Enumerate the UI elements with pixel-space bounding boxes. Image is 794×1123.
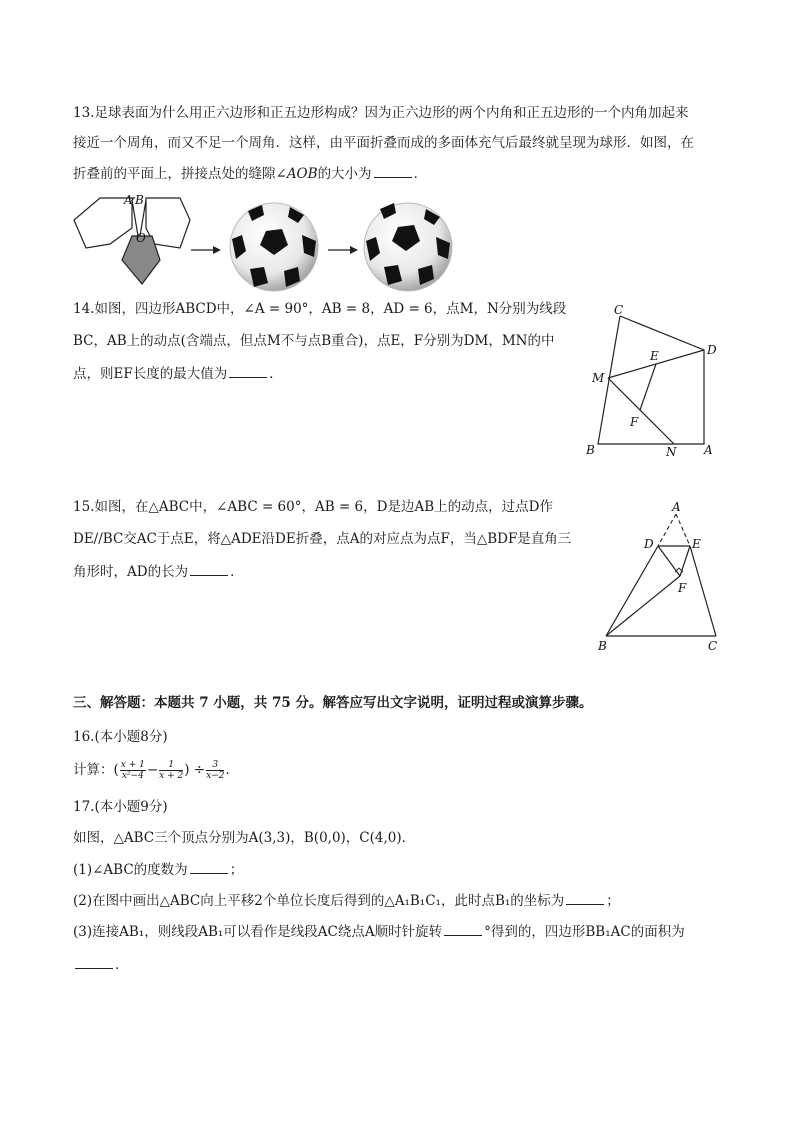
q16-fraction-1: $\frac{x + 1}{\text{x²−4}}$ [120, 760, 145, 781]
q16-calc-prefix: 计算：( [73, 762, 119, 778]
q14-label-f: F [630, 415, 639, 429]
q13-label-a: A [124, 193, 133, 207]
q17-part-2-blank[interactable] [566, 890, 604, 905]
q14-segment-mn [608, 378, 674, 444]
q15-segment-ef [680, 546, 690, 576]
q15-label-f: F [678, 581, 687, 595]
q15-label-b: B [598, 639, 607, 653]
q17-part-3-text: (3)连接AB₁，则线段AB₁可以看作是线段AC绕点A顺时针旋转 [73, 924, 443, 940]
q15-line-1: 15.如图，在△ABC中，∠ABC = 60°，AB = 6，D是边AB上的动点，过点D作 [73, 499, 553, 515]
q16-minus: − [146, 762, 159, 778]
q16-fraction-2: $\frac{1}{x + 2}$ [159, 760, 184, 781]
q15-answer-blank[interactable] [190, 561, 228, 576]
q14-label-c: C [614, 303, 624, 317]
q13-arrow-1 [191, 244, 221, 256]
q13-line-2: 接近一个周角，而又不足一个周角．这样，由平面折叠而成的多面体充气后最终就呈现为球形．如图，在 [73, 135, 694, 151]
q15-figure [594, 498, 734, 658]
q17-part-1 [73, 859, 243, 880]
q13-line-3-end: ． [413, 166, 428, 182]
q16-end: ． [225, 762, 239, 778]
q16-fraction-3: $\frac{3}{x-2}$ [206, 760, 225, 781]
q15-line-3-end: ． [230, 564, 244, 580]
q17-part-2-text: (2)在图中画出△ABC向上平移2个单位长度后得到的△A₁B₁C₁，此时点B₁的坐标为 [73, 893, 565, 909]
q13-answer-blank[interactable] [374, 163, 412, 178]
q16-divide: ) ÷ [184, 762, 206, 778]
q14-line-1: 14.如图，四边形ABCD中，∠A = 90°，AB = 8，AD = 6，点M，N分别为线段 [73, 301, 567, 317]
q17-part-1-text: (1)∠ABC的度数为 [73, 862, 188, 878]
q14-label-e: E [650, 349, 659, 363]
q15-label-d: D [644, 537, 654, 551]
q13-arrow-2 [328, 244, 358, 256]
q14-segment-ef [640, 364, 656, 410]
soccer-ball-1 [228, 201, 320, 293]
q17-part-2 [73, 890, 620, 911]
q17-part-1-blank[interactable] [190, 859, 228, 874]
q15-line-2: DE//BC交AC于点E，将△ADE沿DE折叠，点A的对应点为点F，当△BDF是直角三 [73, 531, 572, 547]
q17-part-3 [73, 921, 685, 942]
q17-part-3-mid: °得到的，四边形BB₁AC的面积为 [484, 924, 685, 940]
q13-angle: AOB [286, 166, 318, 182]
q14-label-m: M [592, 371, 605, 385]
q13-figure [72, 192, 252, 292]
q16-heading: 16.(本小题8分) [73, 729, 168, 745]
q17-part-2-end: ； [606, 893, 620, 909]
soccer-ball-2 [362, 201, 454, 293]
q17-part-3-blank-angle[interactable] [444, 921, 482, 936]
q15-label-c: C [708, 639, 718, 653]
q13-label-o: O [136, 231, 146, 245]
q14-line-3 [73, 363, 283, 384]
q13-line-3 [73, 163, 427, 184]
q15-dashed-ad [658, 514, 676, 546]
q14-label-n: N [666, 445, 677, 459]
q15-line-3-text: 角形时，AD的长为 [73, 564, 189, 580]
q16-expression [73, 758, 239, 782]
q15-segment-bf [606, 576, 680, 636]
q13-line-1: 13.足球表面为什么用正六边形和正五边形构成？因为正六边形的两个内角和正五边形的一个内角加起来 [73, 105, 689, 121]
q14-figure [584, 302, 724, 462]
q14-line-2: BC，AB上的动点(含端点，但点M不与点B重合)，点E，F分别为DM，MN的中 [73, 333, 555, 349]
q17-heading: 17.(本小题9分) [73, 799, 168, 815]
q15-label-a: A [672, 500, 681, 514]
q14-label-a: A [704, 443, 713, 457]
q14-line-3-text: 点，则EF长度的最大值为 [73, 366, 228, 382]
q13-line-3-post: 的大小为 [317, 166, 372, 182]
q13-line-3-text: 折叠前的平面上，拼接点处的缝隙∠ [73, 166, 287, 182]
q17-part-3-end: ． [115, 957, 129, 973]
section-3-heading: 三、解答题：本题共 7 小题，共 75 分。解答应写出文字说明，证明过程或演算步骤。 [73, 695, 593, 711]
q14-label-d: D [707, 343, 717, 357]
q13-label-b: B [135, 193, 144, 207]
q15-label-e: E [692, 537, 701, 551]
q15-segment-df [658, 546, 680, 576]
q17-part-3-blank-area[interactable] [75, 954, 113, 969]
q14-label-b: B [586, 443, 595, 457]
q17-part-1-end: ； [229, 862, 244, 878]
q14-line-3-end: ． [269, 366, 283, 382]
q15-line-3 [73, 561, 244, 582]
q17-intro: 如图，△ABC三个顶点分别为A(3,3)，B(0,0)，C(4,0)． [73, 830, 416, 846]
q15-dashed-ae [676, 514, 690, 546]
q17-part-3-cont [73, 954, 129, 975]
q15-side-ec [690, 546, 716, 636]
q14-answer-blank[interactable] [229, 363, 267, 378]
q15-side-db [606, 546, 658, 636]
